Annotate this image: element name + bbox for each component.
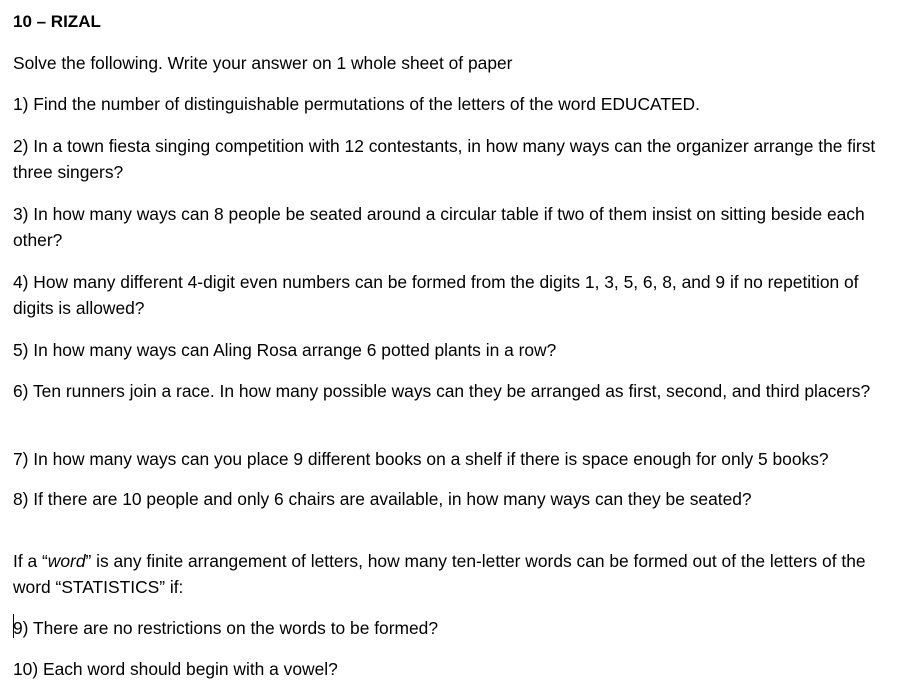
- intro-prefix: If a “: [13, 551, 48, 571]
- question-8: 8) If there are 10 people and only 6 chairs are available, in how many ways can they be seated?: [13, 489, 752, 509]
- question-9[interactable]: 9) There are no restrictions on the words to be formed?: [13, 618, 439, 638]
- question-4: 4) How many different 4-digit even numbers can be formed from the digits 1, 3, 5, 6, 8, and 9 if no repetition of digits is allowed?: [13, 272, 859, 318]
- statistics-intro: [13, 548, 883, 600]
- question-2: 2) In a town fiesta singing competition with 12 contestants, in how many ways can the organizer arrange the first three singers?: [13, 136, 876, 182]
- question-5: 5) In how many ways can Aling Rosa arrange 6 potted plants in a row?: [13, 340, 557, 360]
- instructions-text: Solve the following. Write your answer on 1 whole sheet of paper: [13, 53, 513, 73]
- intro-word: word: [47, 551, 86, 571]
- question-1: 1) Find the number of distinguishable permutations of the letters of the word EDUCATED.: [13, 94, 700, 114]
- question-3: 3) In how many ways can 8 people be seated around a circular table if two of them insist on sitting beside each other?: [13, 204, 865, 250]
- question-10: 10) Each word should begin with a vowel?: [13, 659, 338, 679]
- document-heading: 10 – RIZAL: [13, 12, 101, 31]
- question-7: 7) In how many ways can you place 9 different books on a shelf if there is space enough for only 5 books?: [13, 449, 829, 469]
- intro-suffix: ” is any finite arrangement of letters, how many ten-letter words can be formed out of the letters of the word “STATISTICS” if:: [13, 551, 866, 597]
- question-6: 6) Ten runners join a race. In how many possible ways can they be arranged as first, second, and third placers?: [13, 381, 871, 401]
